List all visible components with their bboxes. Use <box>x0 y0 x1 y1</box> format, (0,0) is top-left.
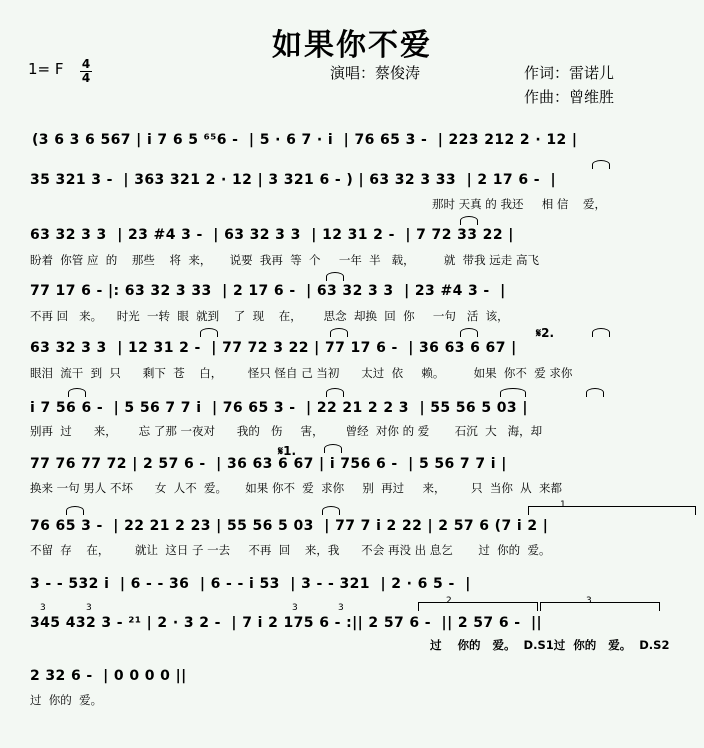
notation-row-1: (3 6 3 6 567 | i 7 6 5 ⁶⁵6 - | 5 · 6 7 · i | 76 65 3 - | 223 212 2 · 12 | <box>32 132 578 148</box>
notation-row-6: i 7 56 6 - | 5 56 7 7 i | 76 65 3 - | 22 21 2 2 3 | 55 56 5 03 | <box>30 400 528 416</box>
notation-row-9: 3 - - 532 i | 6 - - 36 | 6 - - i 53 | 3 - - 321 | 2 · 6 5 - | <box>30 576 471 592</box>
segno-2-mark: 𝄋2. <box>536 326 555 340</box>
slur-arc <box>66 506 84 515</box>
slur-arc <box>592 328 610 337</box>
lyrics-row-10: 过 你的 爱。 D.S1过 你的 爱。 D.S2 <box>430 638 670 652</box>
segno-1-mark: 𝄋1. <box>278 444 297 458</box>
slur-arc <box>500 388 526 397</box>
notation-row-8: 76 65 3 - | 22 21 2 23 | 55 56 5 03 | 77 7 i 2 22 | 2 57 6 (7 i 2 | <box>30 518 549 534</box>
lyrics-row-5: 眼泪 流干 到 只 剩下 苍 白， 怪只 怪自 己 当初 太过 依 赖。 如果 你不 爱 求你 <box>30 366 573 380</box>
slur-arc <box>330 328 348 337</box>
time-signature-bottom: 4 <box>81 71 91 85</box>
notation-row-10: 345 432 3 - ²¹ | 2 · 3 2 - | 7 i 2 175 6 - :|| 2 57 6 - || 2 57 6 - || <box>30 615 543 631</box>
notation-row-4: 77 17 6 - |: 63 32 3 33 | 2 17 6 - | 63 32 3 3 | 23 #4 3 - | <box>30 283 506 299</box>
triplet-mark-4: 3 <box>338 603 344 613</box>
slur-arc <box>324 444 342 453</box>
lyricist-credit: 作词：雷诺儿 <box>524 64 615 82</box>
notation-row-11: 2 32 6 - | 0 0 0 0 || <box>30 668 187 684</box>
song-title: 如果你不爱 <box>272 28 432 63</box>
slur-arc <box>460 216 478 225</box>
triplet-mark-3: 3 <box>292 603 298 613</box>
slur-arc <box>68 388 86 397</box>
volta-bracket-2 <box>418 602 538 611</box>
lyrics-row-7: 换来 一句 男人 不坏 女 人不 爱。 如果 你不 爱 求你 别 再过 来， 只 当你 从 来都 <box>30 481 562 495</box>
slur-arc <box>326 272 344 281</box>
slur-arc <box>586 388 604 397</box>
volta-1-label: 1 <box>560 500 566 510</box>
composer-credit: 作曲：曾维胜 <box>524 88 615 106</box>
time-signature <box>80 59 92 84</box>
lyrics-row-11: 过 你的 爱。 <box>30 693 103 707</box>
notation-row-5: 63 32 3 3 | 12 31 2 - | 77 72 3 22 | 77 17 6 - | 36 63 6 67 | <box>30 340 517 356</box>
volta-bracket-3 <box>540 602 660 611</box>
slur-arc <box>322 506 340 515</box>
slur-arc <box>326 388 344 397</box>
lyrics-row-2: 那时 天真 的 我还 相 信 爱， <box>432 197 607 211</box>
triplet-mark-2: 3 <box>86 603 92 613</box>
key-signature: 1= F <box>28 60 64 78</box>
notation-row-2: 35 321 3 - | 363 321 2 · 12 | 3 321 6 - ) | 63 32 3 33 | 2 17 6 - | <box>30 172 557 188</box>
slur-arc <box>592 160 610 169</box>
volta-bracket-1 <box>528 506 696 515</box>
lyrics-row-8: 不留 存 在， 就让 这日 子 一去 不再 回 来，我 不会 再没 出 息乞 过 你的 爱。 <box>30 543 551 557</box>
lyrics-row-3: 盼着 你管 应 的 那些 将 来， 说要 我再 等 个 一年 半 载， 就 带我 远走 高飞 <box>30 253 539 267</box>
slur-arc <box>200 328 218 337</box>
slur-arc <box>460 328 478 337</box>
singer-credit: 演唱：蔡俊涛 <box>330 64 421 82</box>
triplet-mark-1: 3 <box>40 603 46 613</box>
notation-row-7: 77 76 77 72 | 2 57 6 - | 36 63 6 67 | i 756 6 - | 5 56 7 7 i | <box>30 456 507 472</box>
lyrics-row-4: 不再 回 来。 时光 一转 眼 就到 了 现 在， 思念 却换 回 你 一句 活 该， <box>30 309 509 323</box>
notation-row-3: 63 32 3 3 | 23 #4 3 - | 63 32 3 3 | 12 31 2 - | 7 72 33 22 | <box>30 227 514 243</box>
lyrics-row-6: 别再 过 来， 忘 了那 一夜对 我的 伤 害， 曾经 对你 的 爱 石沉 大 海，却 <box>30 424 543 438</box>
time-signature-top: 4 <box>81 57 91 71</box>
volta-2-label: 2 <box>446 596 452 606</box>
volta-3-label: 3 <box>586 596 592 606</box>
